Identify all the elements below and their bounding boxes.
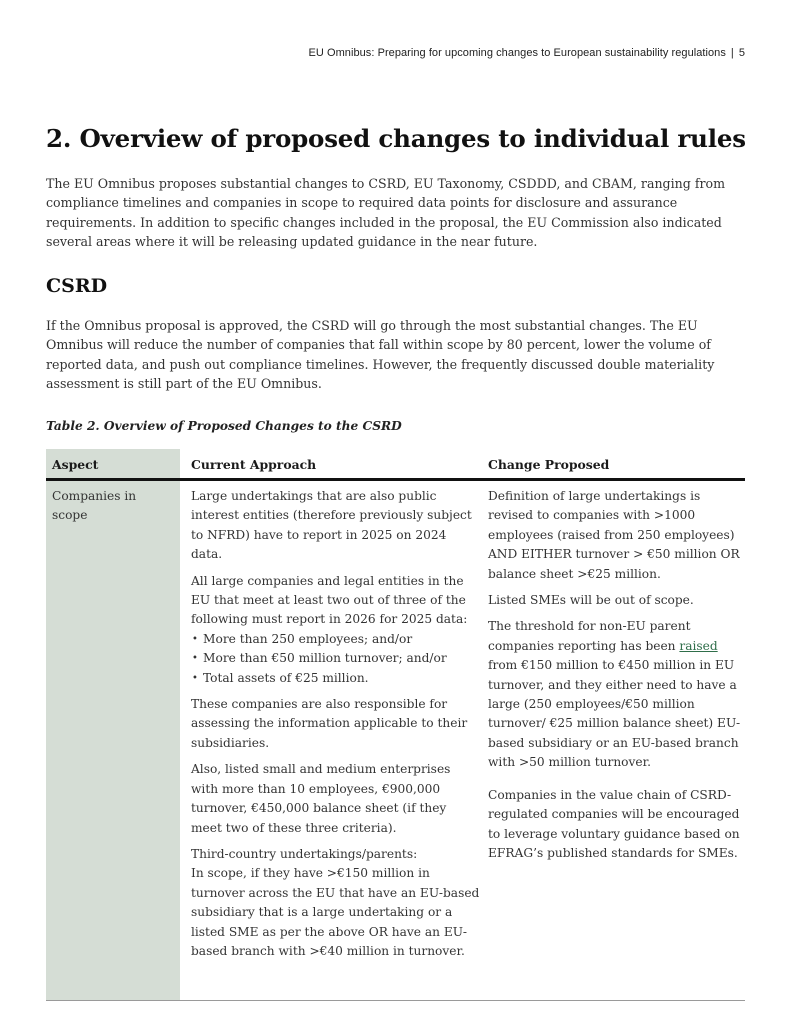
running-title: EU Omnibus: Preparing for upcoming changes to European sustainability regulations xyxy=(308,47,726,59)
list-item: • Total assets of €25 million. xyxy=(191,669,481,688)
current-paragraph: Also, listed small and medium enterprises with more than 10 employees, €900,000 turnover, €450,000 balance sheet (if they meet two of these three criteria). xyxy=(191,762,451,835)
section-intro: The EU Omnibus proposes substantial changes to CSRD, EU Taxonomy, CSDDD, and CBAM, ranging from compliance timelines and companies in scope to required data points for disclosure and assurance requirements. In addition to specific changes included in the proposal, the EU Commission also indicated several areas where it will be releasing updated guidance in the near future. xyxy=(46,176,726,250)
current-paragraph: In scope, if they have >€150 million in turnover across the EU that have an EU-based subsidiary that is a large undertaking or a listed SME as per the above OR have an EU-based branch with >€40 million in turnover. xyxy=(191,866,480,958)
aspect-column-shading xyxy=(46,449,180,1001)
csrd-changes-table xyxy=(46,449,745,1002)
list-item: • More than €50 million turnover; and/or xyxy=(191,649,481,668)
current-approach-cell xyxy=(191,487,481,968)
csrd-heading: CSRD xyxy=(46,275,108,297)
change-text: The threshold for non-EU parent companies reporting has been xyxy=(488,619,691,653)
change-proposed-cell xyxy=(488,487,744,870)
change-paragraph xyxy=(488,617,744,772)
section-title: 2. Overview of proposed changes to individual rules xyxy=(46,124,746,153)
change-paragraph: Companies in the value chain of CSRD-regulated companies will be encouraged to leverage voluntary guidance based on EFRAG’s published standards for SMEs. xyxy=(488,787,740,860)
header-current-approach: Current Approach xyxy=(191,457,317,472)
page-number: 5 xyxy=(738,47,745,59)
current-paragraph: All large companies and legal entities in the EU that meet at least two out of three of the following must report in 2026 for 2025 data: xyxy=(191,573,468,627)
change-text: from €150 million to €450 million in EU turnover, and they either need to have a large (250 employees/€50 million turnover/ €25 million balance sheet) EU-based subsidiary or an EU-based branch with >50 million turnover. xyxy=(488,658,741,770)
raised-link[interactable]: raised xyxy=(679,638,718,653)
current-paragraph: Large undertakings that are also public interest entities (therefore previously subject to NFRD) have to report in 2025 on 2024 data. xyxy=(191,489,472,562)
change-paragraph: Definition of large undertakings is revised to companies with >1000 employees (raised from 250 employees) AND EITHER turnover > €50 million OR balance sheet >€25 million. xyxy=(488,489,740,581)
criteria-list xyxy=(191,630,481,688)
header-separator: | xyxy=(730,47,734,59)
header-rule xyxy=(46,478,745,481)
current-paragraph: Third-country undertakings/parents: xyxy=(191,846,418,861)
table-bottom-rule xyxy=(46,1000,745,1001)
header-aspect: Aspect xyxy=(52,457,99,472)
csrd-paragraph: If the Omnibus proposal is approved, the CSRD will go through the most substantial changes. The EU Omnibus will reduce the number of companies that fall within scope by 80 percent, lower the volume of reported data, and push out compliance timelines. However, the frequently discussed double materiality assessment is still part of the EU Omnibus. xyxy=(46,318,715,392)
header-change-proposed: Change Proposed xyxy=(488,457,610,472)
list-item: • More than 250 employees; and/or xyxy=(191,630,481,649)
table-header-row xyxy=(46,449,745,479)
aspect-label: Companies in scope xyxy=(52,489,137,523)
change-paragraph: Listed SMEs will be out of scope. xyxy=(488,593,694,608)
running-header xyxy=(309,47,746,59)
table-caption: Table 2. Overview of Proposed Changes to the CSRD xyxy=(46,419,402,433)
aspect-cell xyxy=(52,487,174,526)
current-paragraph: These companies are also responsible for assessing the information applicable to their subsidiaries. xyxy=(191,697,468,750)
